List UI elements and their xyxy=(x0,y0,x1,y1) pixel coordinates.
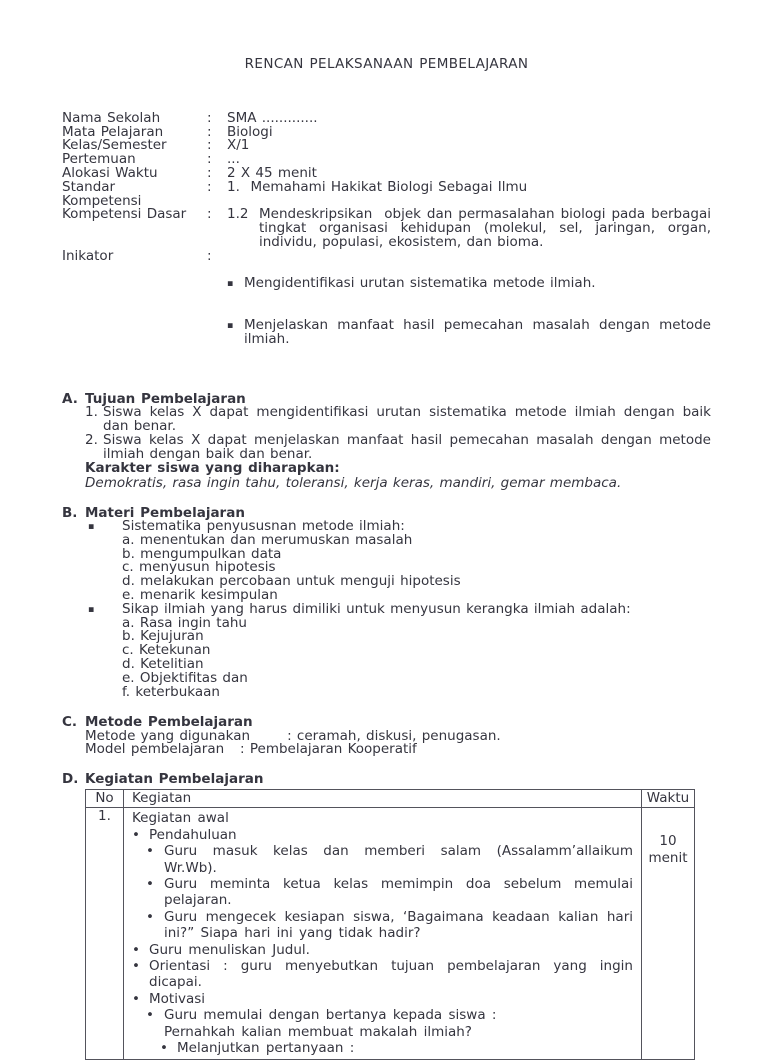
field-colon: : xyxy=(207,137,212,154)
sub-item: d. melakukan percobaan untuk menguji hipotesis xyxy=(122,573,461,590)
field-value: Biologi xyxy=(227,123,273,140)
round-bullet-icon: • xyxy=(160,1039,168,1056)
field-value: ... xyxy=(227,151,240,168)
column-header-no: No xyxy=(86,790,124,808)
field-kelas-semester xyxy=(62,139,711,153)
field-label: Standar xyxy=(62,178,116,195)
table-row xyxy=(86,808,695,1060)
field-value: X/1 xyxy=(227,137,250,154)
field-colon: : xyxy=(207,247,212,264)
column-header-waktu: Waktu xyxy=(642,790,695,808)
section-title: Kegiatan Pembelajaran xyxy=(85,771,264,788)
section-letter: C. xyxy=(62,714,78,731)
round-bullet-icon: • xyxy=(146,1007,154,1024)
field-value: SMA ............. xyxy=(227,109,318,126)
round-bullet-icon: • xyxy=(132,941,140,958)
kegiatan-line: • Pendahuluan xyxy=(132,826,237,843)
field-value: 1. Memahami Hakikat Biologi Sebagai Ilmu xyxy=(227,178,528,195)
square-bullet-icon: ▪ xyxy=(227,319,234,331)
field-colon: : xyxy=(207,123,212,140)
square-bullet-icon: ▪ xyxy=(88,603,95,615)
square-bullet-icon: ▪ xyxy=(227,278,234,290)
sub-item: c. menyusun hipotesis xyxy=(122,559,276,576)
field-label: Kompetensi xyxy=(62,192,142,209)
kegiatan-line: • Motivasi xyxy=(132,990,205,1007)
square-bullet-icon: ▪ xyxy=(88,520,95,532)
kegiatan-line: • Melanjutkan pertanyaan : xyxy=(160,1039,355,1056)
round-bullet-icon: • xyxy=(146,908,154,925)
field-label: Nama Sekolah xyxy=(62,109,161,126)
section-tujuan-pembelajaran xyxy=(62,392,711,490)
header-fields xyxy=(62,109,717,374)
kegiatan-line: • Guru meminta ketua kelas memimpin doa sebelum memulai pelajaran. xyxy=(146,875,633,909)
section-heading xyxy=(62,772,711,786)
field-indikator xyxy=(62,247,717,374)
row-number-cell: 1. xyxy=(86,808,124,1060)
kegiatan-table xyxy=(85,789,695,1060)
field-value: 2 X 45 menit xyxy=(227,164,317,181)
sub-item: d. Ketelitian xyxy=(122,655,204,672)
section-letter: D. xyxy=(62,771,79,788)
sub-item: b. Kejujuran xyxy=(122,628,204,645)
field-label: Kelas/Semester xyxy=(62,137,167,154)
sub-item: a. menentukan dan merumuskan masalah xyxy=(122,531,413,548)
field-label: Alokasi Waktu xyxy=(62,164,158,181)
section-title: Tujuan Pembelajaran xyxy=(85,390,246,407)
sub-item: e. menarik kesimpulan xyxy=(122,586,278,603)
section-letter: B. xyxy=(62,504,78,521)
karakter-heading: Karakter siswa yang diharapkan: xyxy=(85,460,340,477)
kegiatan-line: • Orientasi : guru menyebutkan tujuan pembelajaran yang ingin dicapai. xyxy=(132,957,633,991)
field-colon: : xyxy=(207,206,212,223)
kegiatan-line: Kegiatan awal xyxy=(132,810,229,827)
item-number: 2. xyxy=(85,431,98,448)
field-label: Inikator xyxy=(62,247,114,264)
kd-description: Mendeskripsikan objek dan permasalahan biologi pada berbagai tingkat organisasi kehidupan (molekul, sel, jaringan, organ, individu, populasi, ekosistem, dan bioma. xyxy=(259,206,717,250)
field-kompetensi-dasar xyxy=(62,206,717,250)
column-header-kegiatan: Kegiatan xyxy=(124,790,642,808)
bullet-text: Sistematika penyususnan metode ilmiah: xyxy=(122,517,405,534)
field-colon: : xyxy=(207,151,212,168)
round-bullet-icon: • xyxy=(132,990,140,1007)
kd-number: 1.2 xyxy=(227,206,249,223)
sub-item: a. Rasa ingin tahu xyxy=(122,614,247,631)
model-line: Model pembelajaran : Pembelajaran Kooperatif xyxy=(85,741,417,758)
karakter-text: Demokratis, rasa ingin tahu, toleransi, kerja keras, mandiri, gemar membaca. xyxy=(85,474,622,491)
kegiatan-cell xyxy=(124,808,642,1060)
bullet-text: Sikap ilmiah yang harus dimiliki untuk menyusun kerangka ilmiah adalah: xyxy=(122,600,631,617)
indikator-item: ▪ Menjelaskan manfaat hasil pemecahan masalah dengan metode ilmiah. xyxy=(227,316,717,347)
sub-item: e. Objektifitas dan xyxy=(122,669,248,686)
list-item xyxy=(88,517,711,603)
section-materi-pembelajaran xyxy=(62,506,711,700)
sub-item: b. mengumpulkan data xyxy=(122,545,282,562)
kegiatan-line: Pernahkah kalian membuat makalah ilmiah? xyxy=(164,1023,472,1040)
field-standar-kompetensi xyxy=(62,178,711,195)
sub-item: c. Ketekunan xyxy=(122,642,211,659)
field-label: Mata Pelajaran xyxy=(62,123,164,140)
field-colon: : xyxy=(207,109,212,126)
kegiatan-line: • Guru masuk kelas dan memberi salam (Assalamm’allaikum Wr.Wb). xyxy=(146,843,633,876)
list-item xyxy=(88,600,711,700)
field-pertemuan xyxy=(62,153,711,167)
kegiatan-line: • Guru memulai dengan bertanya kepada siswa : xyxy=(146,1007,497,1024)
item-number: 1. xyxy=(85,404,98,421)
field-colon: : xyxy=(207,164,212,181)
field-label: Kompetensi Dasar xyxy=(62,206,187,223)
indikator-item: ▪ Mengidentifikasi urutan sistematika metode ilmiah. xyxy=(227,275,596,292)
waktu-cell: 10 menit xyxy=(642,808,695,1060)
section-metode-pembelajaran xyxy=(62,715,711,757)
table-header-row xyxy=(86,790,695,808)
kegiatan-line: • Guru mengecek kesiapan siswa, ‘Bagaimana keadaan kalian hari ini?” Siapa hari ini yang tidak hadir? xyxy=(146,908,633,942)
section-kegiatan-pembelajaran xyxy=(62,772,711,1060)
section-letter: A. xyxy=(62,390,78,407)
round-bullet-icon: • xyxy=(146,875,154,892)
list-item: 1. Siswa kelas X dapat mengidentifikasi urutan sistematika metode ilmiah dengan baik dan benar. xyxy=(85,404,711,434)
field-label: Pertemuan xyxy=(62,151,136,168)
kegiatan-line: • Guru menuliskan Judul. xyxy=(132,941,310,958)
list-item: 2. Siswa kelas X dapat menjelaskan manfaat hasil pemecahan masalah dengan metode ilmiah dengan baik dan benar. xyxy=(85,431,711,462)
round-bullet-icon: • xyxy=(146,843,154,860)
round-bullet-icon: • xyxy=(132,826,140,843)
section-title: Materi Pembelajaran xyxy=(85,504,245,521)
sub-item: f. keterbukaan xyxy=(122,683,220,700)
document-title: RENCAN PELAKSANAAN PEMBELAJARAN xyxy=(244,56,529,72)
metode-line: Metode yang digunakan : ceramah, diskusi, penugasan. xyxy=(85,727,501,744)
section-title: Metode Pembelajaran xyxy=(85,714,253,731)
round-bullet-icon: • xyxy=(132,957,140,974)
field-colon: : xyxy=(207,178,212,195)
